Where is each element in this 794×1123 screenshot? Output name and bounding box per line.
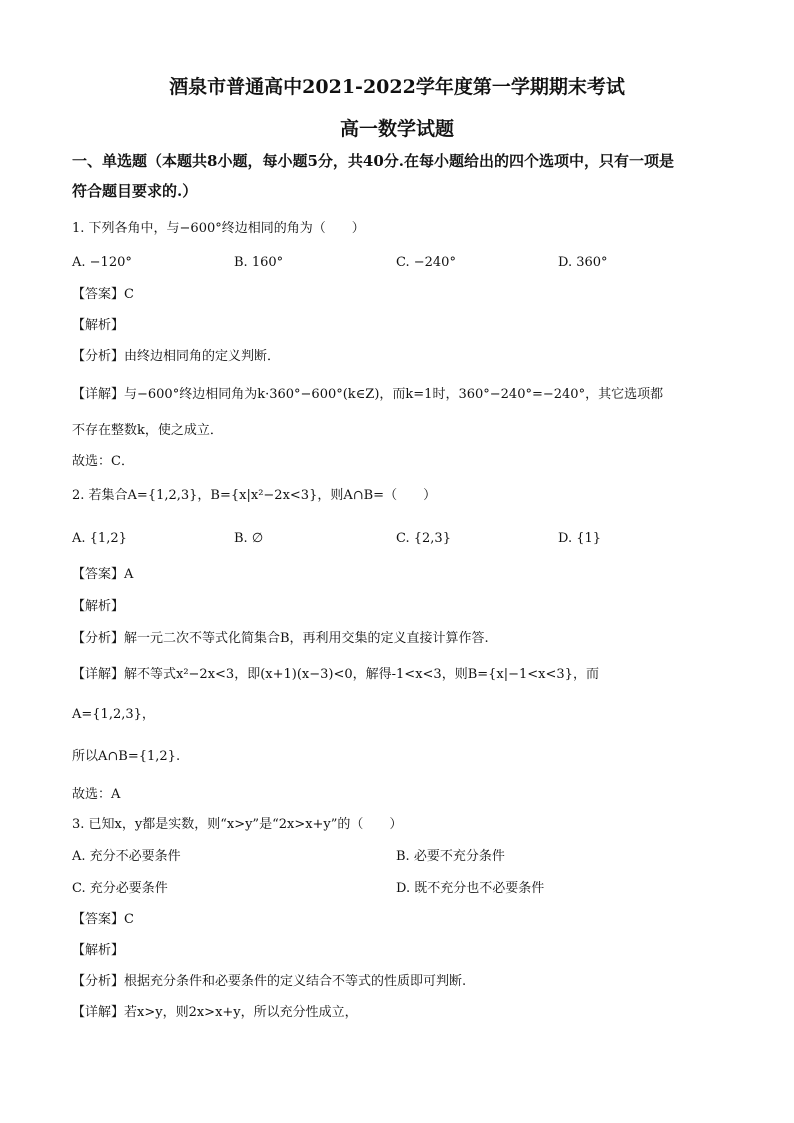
q3-jiexi: 【解析】 — [72, 943, 125, 958]
q2-option-b: B. ∅ — [234, 531, 264, 546]
q2-answer: 【答案】A — [72, 567, 134, 582]
exam-title: 酒泉市普通高中2021-2022学年度第一学期期末考试 — [169, 76, 625, 98]
q1-choose: 故选：C． — [72, 454, 134, 469]
q3-answer: 【答案】C — [72, 912, 134, 927]
q2-detail-line2: A={1,2,3}， — [72, 707, 155, 722]
q3-detail-line1: 【详解】若x>y，则2x>x+y，所以充分性成立， — [72, 1005, 358, 1020]
q3-fenxi: 【分析】根据充分条件和必要条件的定义结合不等式的性质即可判断. — [72, 974, 467, 989]
section-heading-line2: 符合题目要求的.） — [72, 182, 198, 200]
q2-detail-line3: 所以A∩B={1,2}. — [72, 749, 181, 764]
q1-jiexi: 【解析】 — [72, 318, 125, 333]
q3-stem: 3. 已知x，y都是实数，则“x>y”是“2x>x+y”的（ ） — [72, 817, 403, 832]
q2-jiexi: 【解析】 — [72, 599, 125, 614]
q3-option-c: C. 充分必要条件 — [72, 881, 168, 896]
q1-answer: 【答案】C — [72, 287, 134, 302]
q2-stem: 2. 若集合A={1,2,3}，B={x|x²−2x<3}，则A∩B=（ ） — [72, 488, 437, 503]
q1-fenxi: 【分析】由终边相同角的定义判断． — [72, 349, 281, 364]
q3-option-a: A. 充分不必要条件 — [72, 849, 181, 864]
q1-option-a: A. −120° — [72, 255, 132, 270]
section-heading-line1: 一、单选题（本题共8小题，每小题5分，共40分.在每小题给出的四个选项中，只有一项是 — [72, 152, 674, 170]
q2-option-c: C. {2,3} — [396, 531, 451, 546]
q1-option-d: D. 360° — [558, 255, 608, 270]
q2-option-a: A. {1,2} — [72, 531, 127, 546]
q3-option-d: D. 既不充分也不必要条件 — [396, 881, 545, 896]
q2-fenxi: 【分析】解一元二次不等式化简集合B，再利用交集的定义直接计算作答. — [72, 631, 489, 646]
q1-option-c: C. −240° — [396, 255, 456, 270]
q1-option-b: B. 160° — [234, 255, 284, 270]
q3-option-b: B. 必要不充分条件 — [396, 849, 505, 864]
q1-detail-line2: 不存在整数k，使之成立． — [72, 423, 223, 438]
q2-detail-line1: 【详解】解不等式x²−2x<3，即(x+1)(x−3)<0，解得-1<x<3，则B={x|−1<x<3}，而 — [72, 667, 599, 682]
exam-subtitle: 高一数学试题 — [339, 118, 454, 140]
q1-stem: 1. 下列各角中，与−600°终边相同的角为（ ） — [72, 221, 365, 236]
q2-choose: 故选：A — [72, 787, 121, 802]
q1-detail-line1: 【详解】与−600°终边相同角为k·360°−600°(k∈Z)，而k=1时，360°−240°=−240°，其它选项都 — [72, 387, 664, 402]
q2-option-d: D. {1} — [558, 531, 602, 546]
